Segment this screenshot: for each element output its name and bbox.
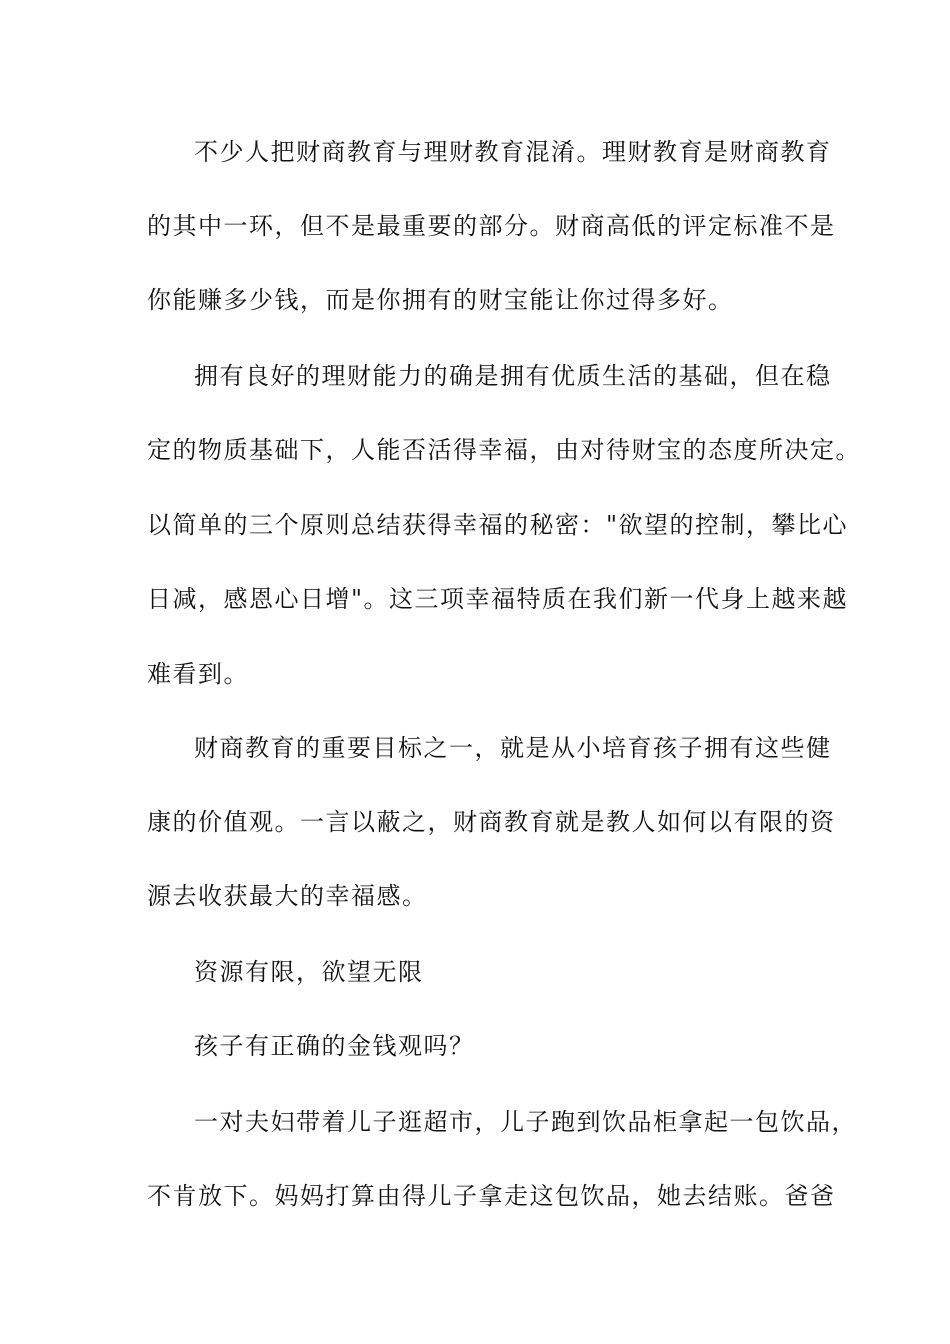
paragraph-3-line-2: 康的价值观。一言以蔽之，财商教育就是教人如何以有限的资 xyxy=(147,808,836,836)
paragraph-3-line-3: 源去收获最大的幸福感。 xyxy=(147,882,428,910)
paragraph-2-line-1: 拥有良好的理财能力的确是拥有优质生活的基础，但在稳 xyxy=(194,362,832,390)
paragraph-4-line-2: 不肯放下。妈妈打算由得儿子拿走这包饮品，她去结账。爸爸 xyxy=(147,1182,836,1210)
paragraph-1-line-1: 不少人把财商教育与理财教育混淆。理财教育是财商教育 xyxy=(194,138,832,166)
paragraph-3-line-1: 财商教育的重要目标之一，就是从小培育孩子拥有这些健 xyxy=(194,734,832,762)
paragraph-2-line-4: 日减，感恩心日增"。这三项幸福特质在我们新一代身上越来越 xyxy=(147,585,849,613)
paragraph-1-line-3: 你能赚多少钱，而是你拥有的财宝能让你过得多好。 xyxy=(147,286,734,314)
paragraph-2-line-3: 以简单的三个原则总结获得幸福的秘密："欲望的控制，攀比心 xyxy=(147,511,849,539)
section-heading-resources: 资源有限，欲望无限 xyxy=(194,958,424,986)
paragraph-1-line-2: 的其中一环，但不是最重要的部分。财商高低的评定标准不是 xyxy=(147,212,836,240)
paragraph-2-line-2: 定的物质基础下，人能否活得幸福，由对待财宝的态度所决定。 xyxy=(147,436,861,464)
paragraph-2-line-5: 难看到。 xyxy=(147,660,249,688)
section-heading-money-view: 孩子有正确的金钱观吗？ xyxy=(194,1032,475,1060)
paragraph-4-line-1: 一对夫妇带着儿子逛超市，儿子跑到饮品柜拿起一包饮品， xyxy=(194,1108,857,1136)
